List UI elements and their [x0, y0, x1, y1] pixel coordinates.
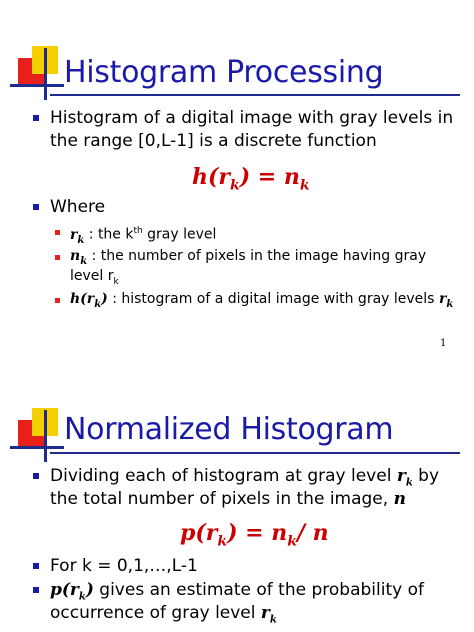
intro-text-line2: the range [0,L-1] is a discrete function [50, 131, 377, 151]
bullet-marker [33, 115, 39, 121]
probability-text-line1: $p(r_k)$ gives an estimate of the probability of [50, 580, 424, 603]
range-text: For k = 0,1,…,L-1 [50, 556, 198, 576]
slide-title: Histogram Processing [64, 55, 384, 90]
sub-bullet-marker [55, 230, 60, 235]
bullet-marker [33, 587, 39, 593]
normalized-formula: $p(r_k) = n_k/$ n [180, 520, 329, 550]
bullet-marker [33, 563, 39, 569]
definition-nk: $n_k$ : the number of pixels in the image having gray [70, 248, 427, 267]
definition-nk-line2: level $r_k$ [70, 268, 119, 287]
bullet-marker [33, 204, 39, 210]
bullet-marker [33, 473, 39, 479]
dividing-text-line1: Dividing each of histogram at gray level $r_k$ by [50, 466, 440, 489]
probability-text-line2: occurrence of gray level $r_k$ [50, 603, 277, 626]
page-number: 1 [440, 338, 447, 349]
title-underline [50, 452, 460, 454]
slide-normalized-histogram [0, 370, 474, 632]
title-underline [50, 94, 460, 96]
where-label: Where [50, 197, 106, 217]
sub-bullet-marker [55, 255, 60, 260]
histogram-formula: $h(r_k) = n_k$ [192, 164, 310, 194]
slide-title: Normalized Histogram [64, 412, 394, 447]
intro-text-line1: Histogram of a digital image with gray levels in [50, 108, 454, 128]
definition-hrk: $h(r_k)$ : histogram of a digital image with gray levels $r_k$ [70, 291, 454, 310]
sub-bullet-marker [55, 298, 60, 303]
definition-rk: $r_k$ : the $k^{th}$ gray level [70, 226, 217, 246]
dividing-text-line2: the total number of pixels in the image, n [50, 489, 406, 509]
